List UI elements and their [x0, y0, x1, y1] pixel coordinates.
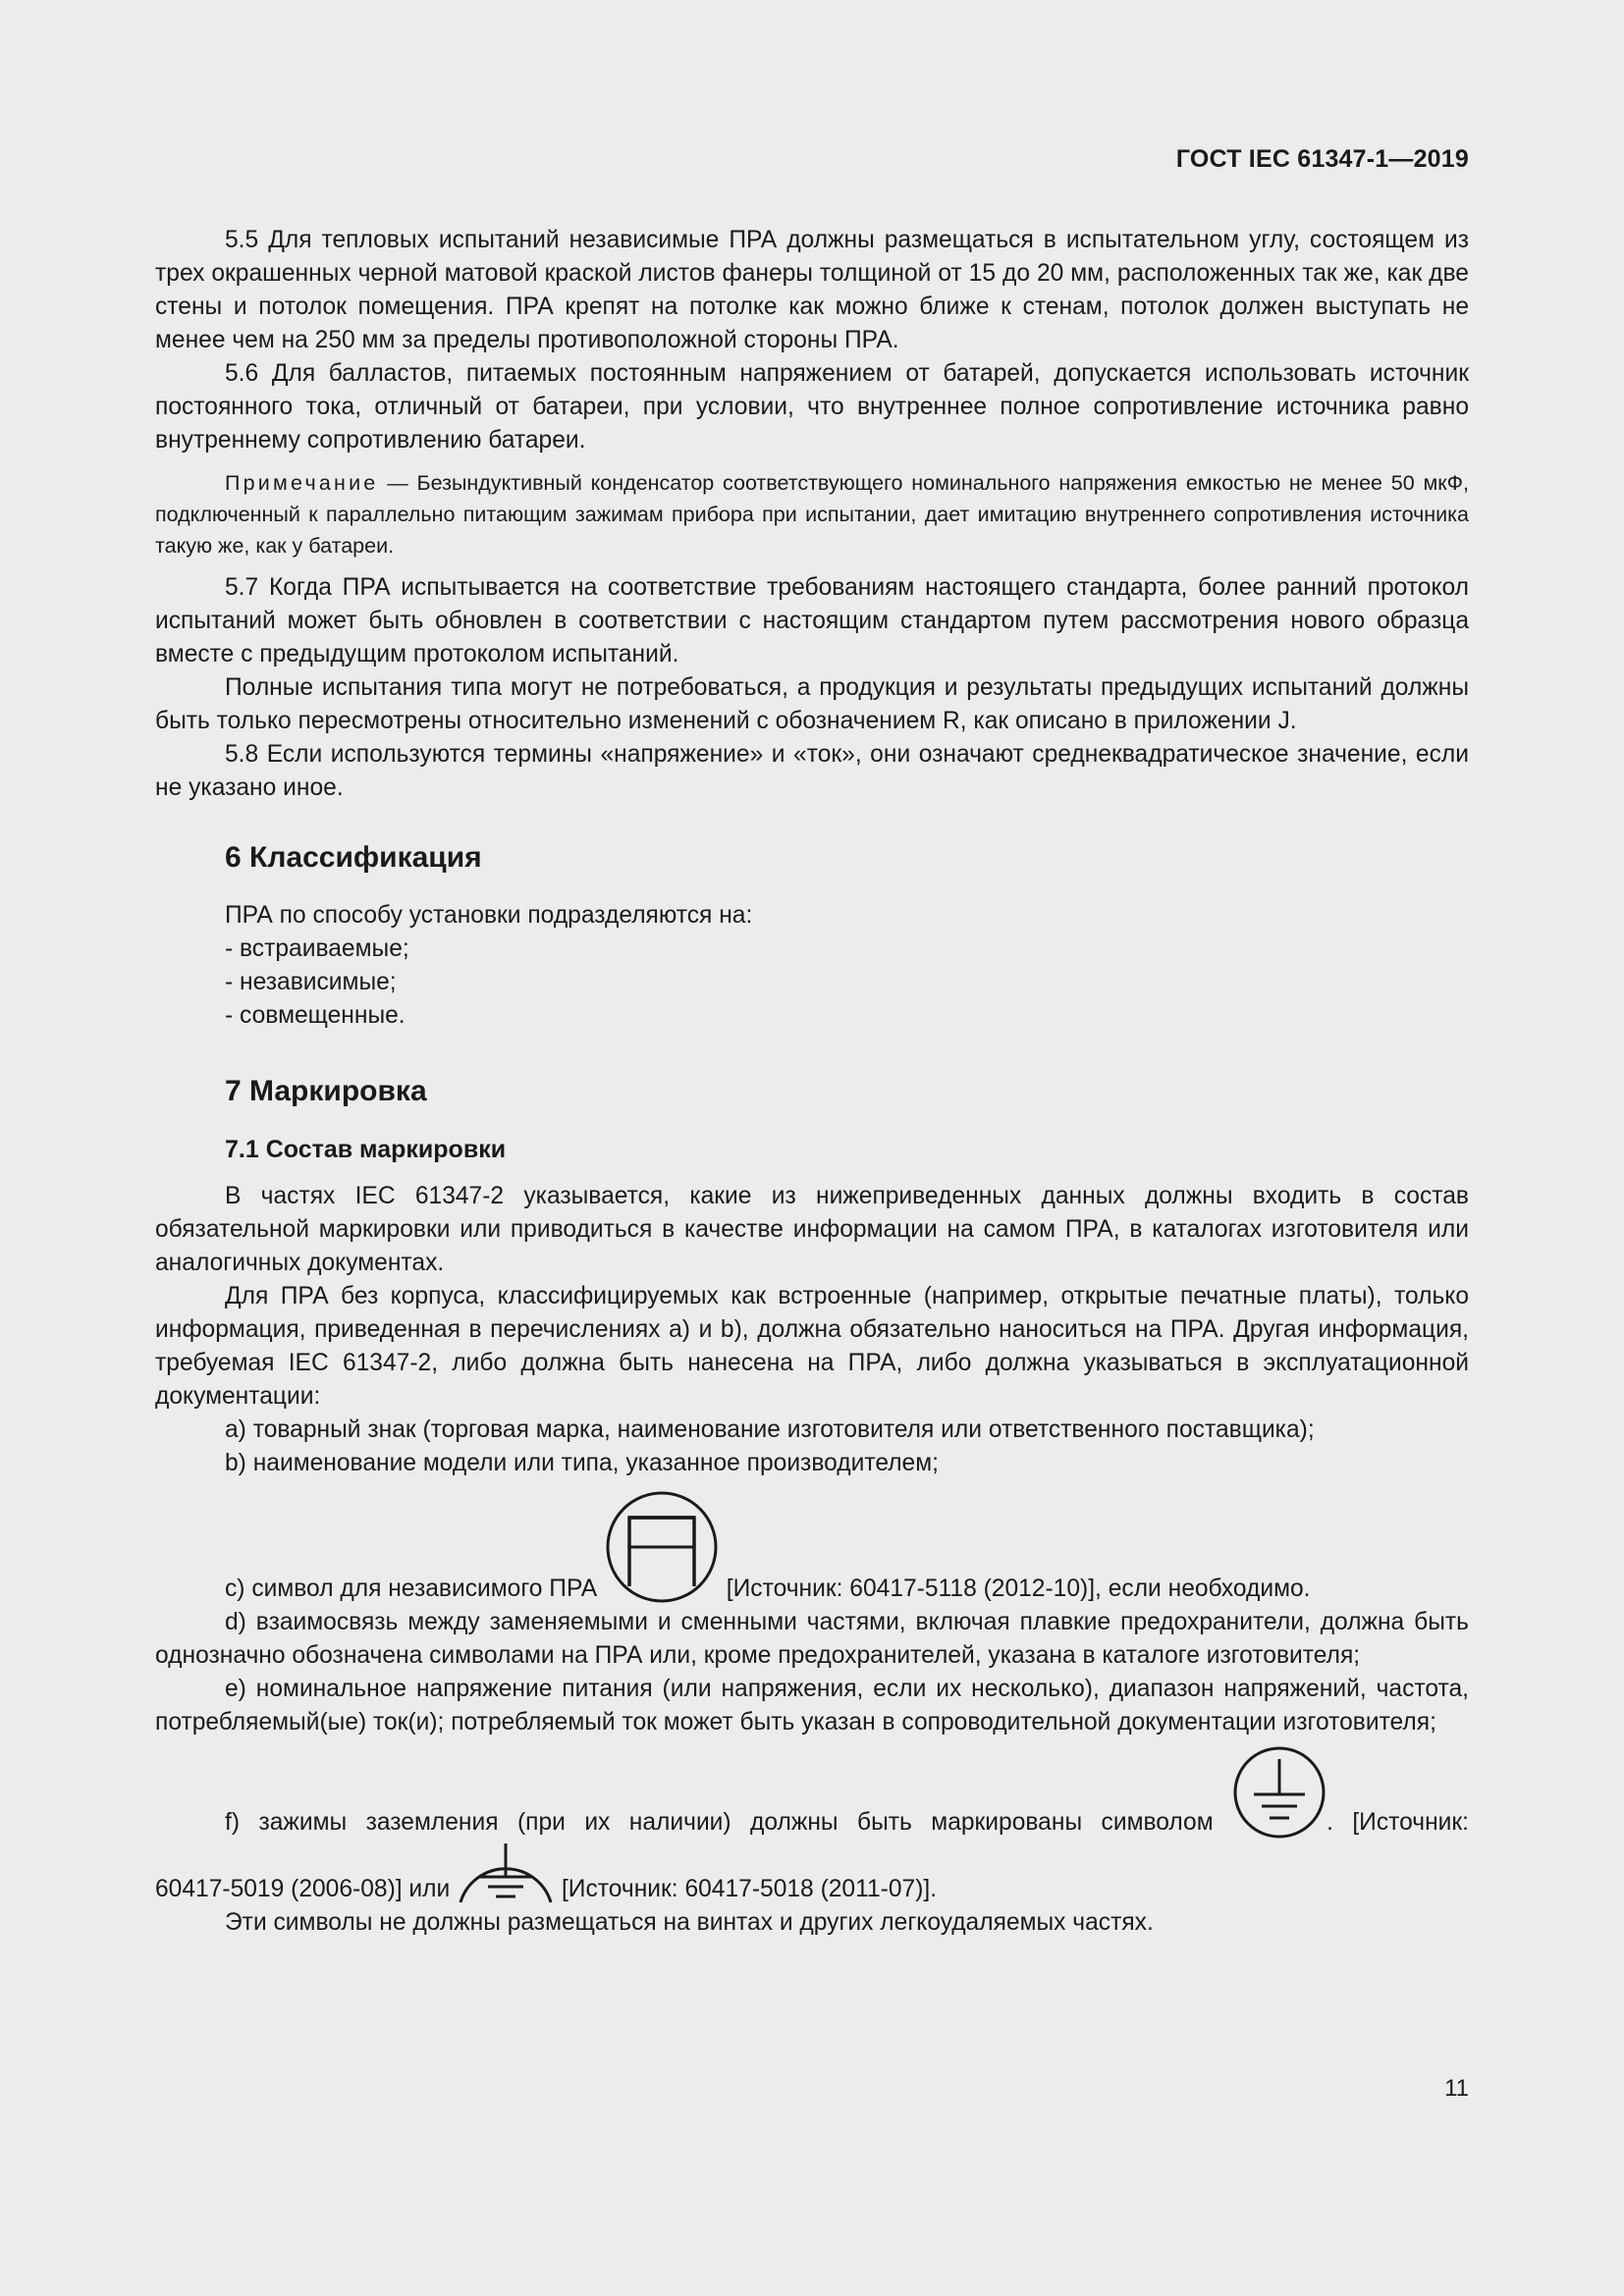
document-body: [155, 224, 1469, 1940]
earth-symbol-icon: [457, 1842, 555, 1906]
item-c-source: [Источник: 60417-5118 (2012-10)], если необходимо.: [726, 1575, 1311, 1602]
item-f-continuation: [155, 1842, 1469, 1906]
item-c: [155, 1490, 1469, 1606]
note-text: — Безындуктивный конденсатор соответствующего номинального напряжения емкостью не менее 50 мкФ, подключенный к параллельно питающим зажимам прибора при испытании, дает имитацию внутреннего сопротивления источника такую же, как у батареи.: [155, 471, 1469, 558]
item-d: d) взаимосвязь между заменяемыми и сменными частями, включая плавкие предохранители, должна быть однозначно обозначена символами на ПРА или, кроме предохранителей, указана в каталоге изготовителя;: [155, 1609, 1469, 1669]
paragraph-5-7-cont: Полные испытания типа могут не потребоваться, а продукция и результаты предыдущих испытаний должны быть только пересмотрены относительно изменений с обозначением R, как описано в приложении J.: [155, 674, 1469, 734]
paragraph-5-8: 5.8 Если используются термины «напряжение» и «ток», они означают среднеквадратическое значение, если не указано иное.: [155, 741, 1469, 801]
item-f-source-2: [Источник: 60417-5018 (2011-07)].: [561, 1876, 938, 1902]
item-b: b) наименование модели или типа, указанное производителем;: [225, 1450, 939, 1476]
item-c-text: c) символ для независимого ПРА: [225, 1575, 598, 1602]
paragraph-5-6: 5.6 Для балластов, питаемых постоянным напряжением от батарей, допускается использовать источник постоянного тока, отличный от батареи, при условии, что внутреннее полное сопротивление источника равно внутреннему сопротивлению батареи.: [155, 360, 1469, 454]
item-f-source-1: 60417-5019 (2006-08)] или: [155, 1876, 451, 1902]
list-item: - встраиваемые;: [225, 935, 409, 962]
paragraph-5-5: 5.5 Для тепловых испытаний независимые ПРА должны размещаться в испытательном углу, состоящем из трех окрашенных черной матовой краской листов фанеры толщиной от 15 до 20 мм, расположенных так же, как две стены и потолок помещения. ПРА крепят на потолке как можно ближе к стенам, потолок должен выступать не менее чем на 250 мм за пределы противоположной стороны ПРА.: [155, 227, 1469, 353]
item-f: [155, 1745, 1469, 1840]
item-f-source-label: . [Источник:: [1326, 1809, 1469, 1836]
paragraph-final: Эти символы не должны размещаться на винтах и других легкоудаляемых частях.: [225, 1909, 1154, 1936]
item-e: e) номинальное напряжение питания (или напряжения, если их несколько), диапазон напряжений, частота, потребляемый(ые) ток(и); потребляемый ток может быть указан в сопроводительной документации изготовителя;: [155, 1676, 1469, 1735]
note: [155, 467, 1469, 561]
independent-ballast-symbol-icon: [604, 1490, 720, 1606]
item-a: a) товарный знак (торговая марка, наименование изготовителя или ответственного поставщика);: [225, 1416, 1315, 1443]
document-id: ГОСТ IEC 61347-1—2019: [1175, 145, 1469, 173]
heading-classification: 6 Классификация: [225, 841, 482, 874]
paragraph-7-1-b: Для ПРА без корпуса, классифицируемых как встроенные (например, открытые печатные платы), только информация, приведенная в перечислениях а) и b), должна обязательно наноситься на ПРА. Другая информация, требуемая IEC 61347-2, либо должна быть нанесена на ПРА, либо должна указываться в эксплуатационной документации:: [155, 1283, 1469, 1410]
list-item: - независимые;: [225, 969, 397, 995]
note-label: Примечание: [225, 471, 379, 495]
list-item: - совмещенные.: [225, 1002, 406, 1029]
paragraph-7-1-a: В частях IEC 61347-2 указывается, какие из нижеприведенных данных должны входить в состав обязательной маркировки или приводиться в качестве информации на самом ПРА, в каталогах изготовителя или аналогичных документах.: [155, 1183, 1469, 1276]
page-number: 11: [1444, 2075, 1469, 2102]
heading-marking: 7 Маркировка: [225, 1075, 427, 1107]
classification-list: [225, 899, 1469, 1033]
classification-intro: ПРА по способу установки подразделяются на:: [225, 902, 753, 929]
item-f-text: f) зажимы заземления (при их наличии) должны быть маркированы символом: [225, 1809, 1214, 1836]
paragraph-5-7: 5.7 Когда ПРА испытывается на соответствие требованиям настоящего стандарта, более ранний протокол испытаний может быть обновлен в соответствии с настоящим стандартом путем рассмотрения нового образца вместе с предыдущим протоколом испытаний.: [155, 574, 1469, 667]
protective-earth-symbol-icon: [1232, 1745, 1326, 1840]
heading-marking-content: 7.1 Состав маркировки: [225, 1136, 507, 1163]
